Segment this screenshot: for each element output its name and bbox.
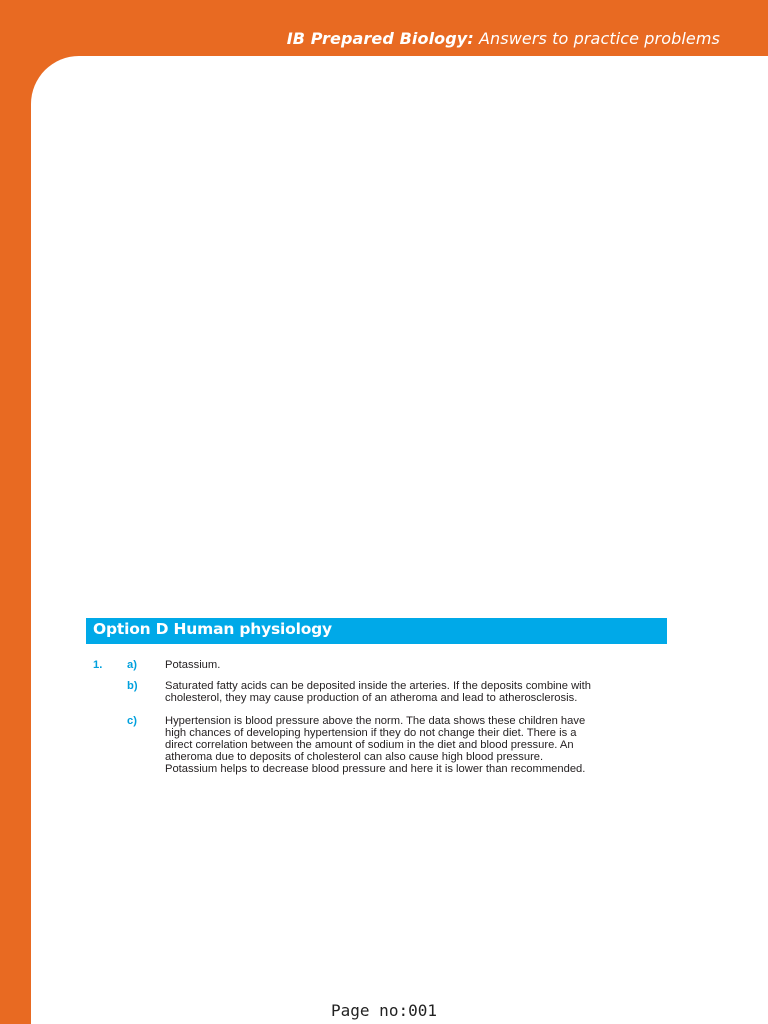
part-letter-a: a) [127, 659, 137, 671]
answer-c-line: Potassium helps to decrease blood pressure and here it is lower than recommended. [165, 763, 586, 775]
answer-c [165, 715, 675, 775]
answer-a [165, 659, 675, 671]
section-title: Option D Human physiology [93, 620, 332, 638]
answer-c-line: Hypertension is blood pressure above the norm. The data shows these children have [165, 715, 586, 727]
answer-a-line: Potassium. [165, 659, 221, 671]
answer-c-line: atheroma due to deposits of cholesterol can also cause high blood pressure. [165, 751, 544, 763]
page-number: Page no:001 [331, 1001, 437, 1020]
answer-b-line: Saturated fatty acids can be deposited inside the arteries. If the deposits combine with [165, 680, 591, 692]
part-letter-c: c) [127, 715, 137, 727]
answer-b [165, 680, 675, 704]
section-heading-bar [86, 618, 667, 644]
answer-c-line: direct correlation between the amount of sodium in the diet and blood pressure. An [165, 739, 574, 751]
header-title-rest: Answers to practice problems [479, 29, 720, 48]
running-header [287, 29, 720, 48]
header-title-bold: IB Prepared Biology: [286, 29, 474, 48]
content-panel [31, 56, 768, 1024]
answer-b-line: cholesterol, they may cause production of an atheroma and lead to atherosclerosis. [165, 692, 578, 704]
answer-c-line: high chances of developing hypertension if they do not change their diet. There is a [165, 727, 577, 739]
question-number: 1. [93, 659, 103, 671]
part-letter-b: b) [127, 680, 138, 692]
